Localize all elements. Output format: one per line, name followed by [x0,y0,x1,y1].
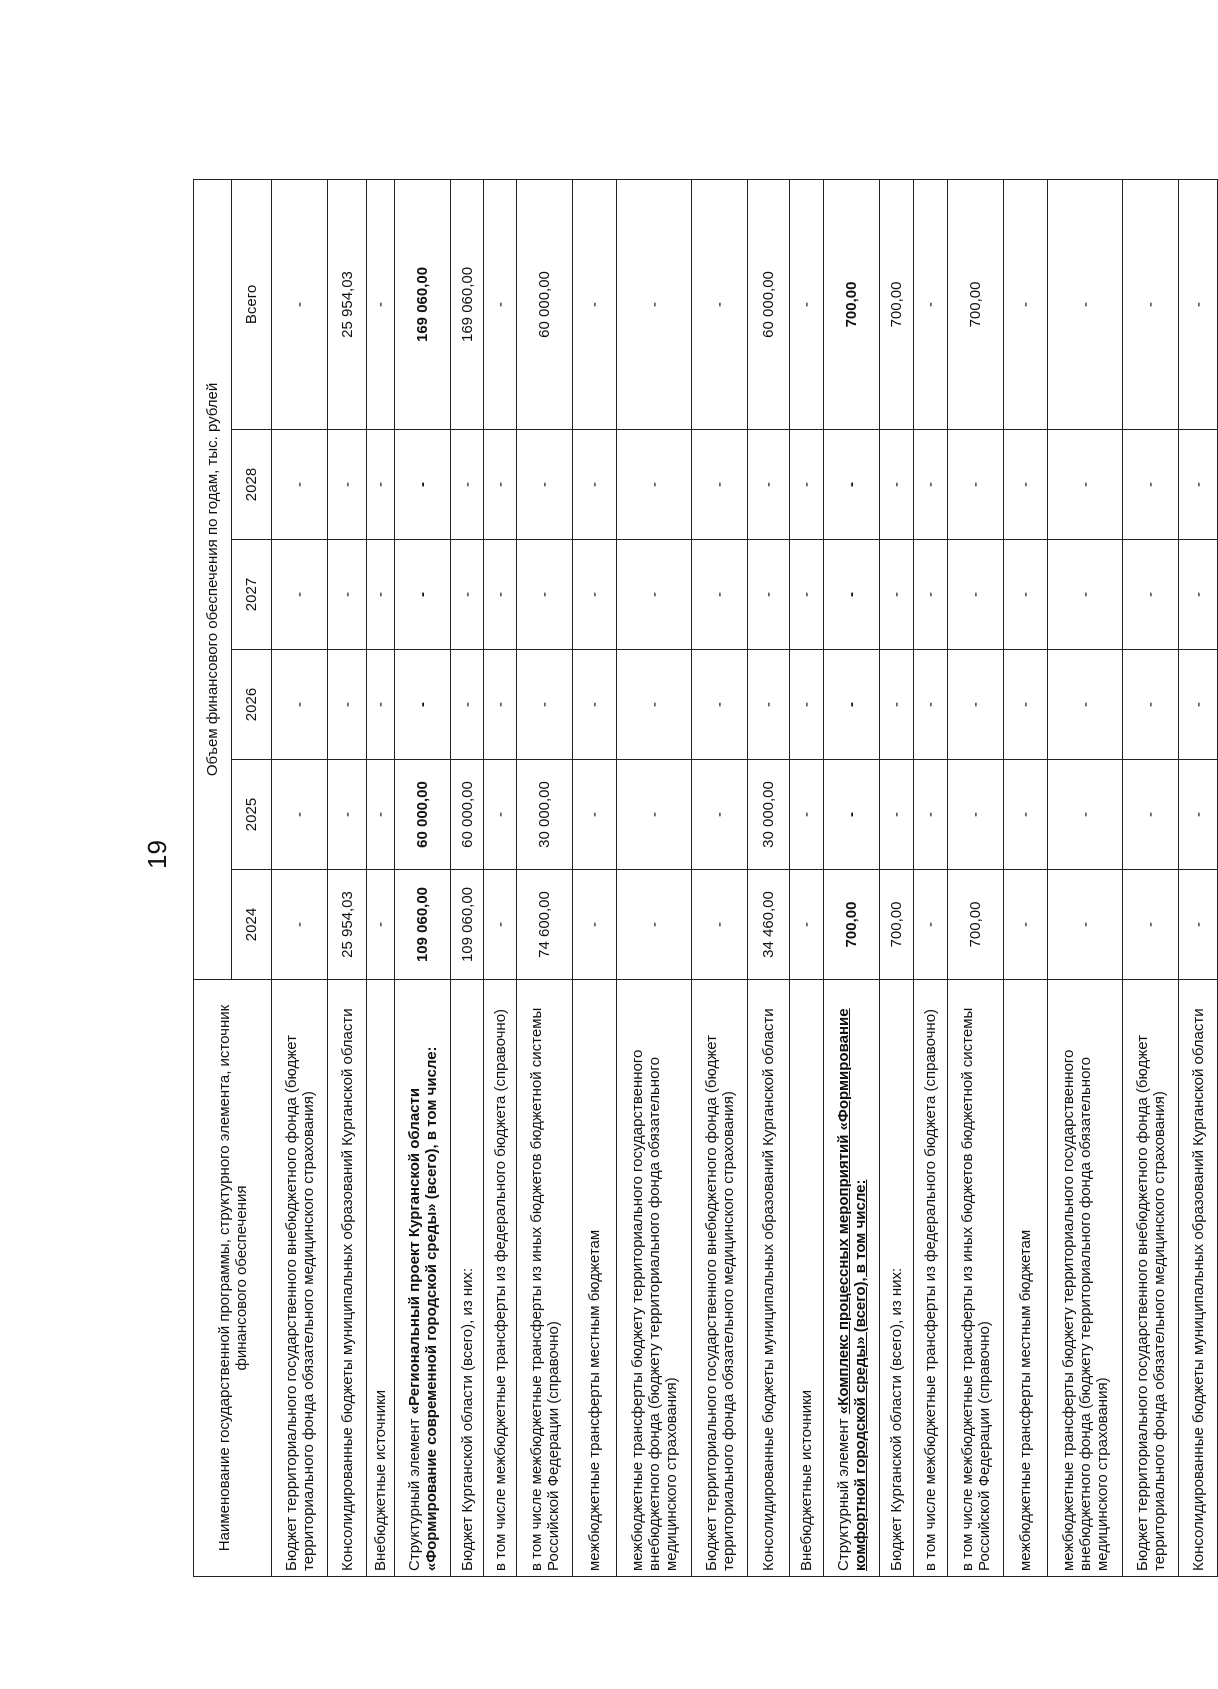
value-cell-2026: - [328,650,367,760]
value-cell-2027: - [328,540,367,650]
value-cell-2026: - [880,650,914,760]
row-label [617,980,692,1577]
row-label [914,980,948,1577]
value-cell-2025: 30 000,00 [517,760,573,870]
table-row [1004,179,1048,1576]
value-cell-2027: - [1123,540,1179,650]
value-cell-2026: - [617,650,692,760]
value-cell-total: - [790,179,824,429]
value-cell-2028: - [451,430,484,540]
row-label [1179,980,1218,1577]
value-cell-2025: 60 000,00 [395,760,451,870]
value-cell-2024: 109 060,00 [395,870,451,980]
value-cell-total: 700,00 [824,179,880,429]
value-cell-2027: - [692,540,748,650]
value-cell-total: - [692,179,748,429]
row-label-text: Бюджет территориального государственного внебюджетного фонда (бюджет территориального фонда обязательного медицинского страхования) [282,1035,317,1571]
value-cell-2025: - [1179,760,1218,870]
value-cell-2028: - [328,430,367,540]
value-cell-2025: - [484,760,517,870]
value-cell-total: - [617,179,692,429]
row-label [824,980,880,1577]
row-label-text: в том числе межбюджетные трансферты из иных бюджетов бюджетной системы Российской Федерации (справочно) [527,1007,562,1571]
value-cell-2026: - [1004,650,1048,760]
table-row [1048,179,1123,1576]
value-cell-total: 60 000,00 [517,179,573,429]
value-cell-2024: - [1048,870,1123,980]
value-cell-2028: - [1179,430,1218,540]
row-label-text: Внебюджетные источники [372,1389,389,1571]
table-row [517,179,573,1576]
value-cell-2028: - [748,430,790,540]
value-cell-total: 60 000,00 [748,179,790,429]
value-cell-2025: - [1048,760,1123,870]
value-cell-2028: - [824,430,880,540]
row-label [1048,980,1123,1577]
row-label-text: Бюджет территориального государственного внебюджетного фонда (бюджет территориального фонда обязательного медицинского страхования) [1133,1035,1168,1571]
row-label-text: Консолидированные бюджеты муниципальных образований Курганской области [338,1008,356,1571]
value-cell-2027: - [1048,540,1123,650]
table-row [451,179,484,1576]
value-cell-2028: - [367,430,395,540]
table-row [748,179,790,1576]
value-cell-total: 25 954,03 [328,179,367,429]
row-label [748,980,790,1577]
value-cell-2026: - [395,650,451,760]
value-cell-2028: - [272,430,328,540]
value-cell-2025: - [692,760,748,870]
value-cell-2025: - [367,760,395,870]
value-cell-2027: - [573,540,617,650]
value-cell-total: - [272,179,328,429]
table-row [367,179,395,1576]
value-cell-total: - [367,179,395,429]
row-label [880,980,914,1577]
value-cell-2026: - [692,650,748,760]
value-cell-2027: - [395,540,451,650]
total-header: Всего [232,179,272,429]
table-row [948,179,1004,1576]
value-cell-2027: - [914,540,948,650]
value-cell-2026: - [1179,650,1218,760]
value-cell-2026: - [367,650,395,760]
table-row [617,179,692,1576]
table-row [692,179,748,1576]
table-row [573,179,617,1576]
value-cell-total: 700,00 [880,179,914,429]
row-label [451,980,484,1577]
row-label [948,980,1004,1577]
value-cell-2025: - [573,760,617,870]
value-cell-2027: - [880,540,914,650]
value-cell-2024: 109 060,00 [451,870,484,980]
value-cell-2028: - [790,430,824,540]
row-label-text: «Региональный проект Курганской области «Формирование современной городской среды» (всего), в том числе: [405,1046,440,1571]
value-cell-2027: - [748,540,790,650]
row-label [328,980,367,1577]
table-header [194,179,272,1576]
value-cell-2026: - [1123,650,1179,760]
value-cell-2027: - [272,540,328,650]
value-cell-2028: - [948,430,1004,540]
value-cell-2028: - [914,430,948,540]
value-cell-2027: - [517,540,573,650]
row-label-text: в том числе межбюджетные трансферты из федерального бюджета (справочно) [491,1008,509,1571]
value-cell-2026: - [484,650,517,760]
row-label-text: межбюджетные трансферты местным бюджетам [586,1229,603,1571]
value-cell-2028: - [573,430,617,540]
value-cell-2027: - [1004,540,1048,650]
value-cell-2025: - [1123,760,1179,870]
value-cell-2024: - [367,870,395,980]
row-label-text: межбюджетные трансферты бюджету территориального государственного внебюджетного фонда (бюджету территориального фонда обязательного медицинского страхования) [628,1049,680,1571]
row-label-text: «Комплекс процессных мероприятий «Формирование комфортной городской среды» (всего), в том числе: [834,1008,869,1571]
name-column-header: Наименование государственной программы, структурного элемента, источник финансового обеспечения [194,980,272,1577]
row-label [692,980,748,1577]
value-cell-2026: - [790,650,824,760]
value-cell-total: - [484,179,517,429]
row-label-text: межбюджетные трансферты бюджету территориального государственного внебюджетного фонда (бюджету территориального фонда обязательного медицинского страхования) [1059,1049,1111,1571]
row-label [1004,980,1048,1577]
row-label-text: Структурный элемент [834,1414,852,1571]
value-cell-2027: - [451,540,484,650]
table-row [484,179,517,1576]
value-cell-2028: - [517,430,573,540]
row-label [395,980,451,1577]
row-label-text: в том числе межбюджетные трансферты из федерального бюджета (справочно) [922,1008,939,1571]
value-cell-2024: - [790,870,824,980]
table-row [914,179,948,1576]
value-cell-2025: - [824,760,880,870]
value-cell-2027: - [1179,540,1218,650]
value-cell-2027: - [824,540,880,650]
row-label-text: Бюджет Курганской области (всего), из них: [458,1267,476,1571]
value-cell-total: - [573,179,617,429]
value-cell-2025: - [790,760,824,870]
value-cell-2025: - [948,760,1004,870]
row-label-text: Консолидированные бюджеты муниципальных образований Курганской области [760,1008,777,1571]
value-cell-2024: 34 460,00 [748,870,790,980]
value-cell-2025: - [328,760,367,870]
row-label-text: Бюджет Курганской области (всего), из них: [888,1267,905,1571]
year-header-2025: 2025 [232,760,272,870]
value-cell-2026: - [272,650,328,760]
value-cell-2025: 60 000,00 [451,760,484,870]
value-cell-2028: - [484,430,517,540]
value-cell-2027: - [617,540,692,650]
value-cell-2028: - [1048,430,1123,540]
table-row [1179,179,1218,1576]
row-label-text: Структурный элемент [405,1414,423,1571]
value-cell-2024: - [573,870,617,980]
value-cell-2026: - [451,650,484,760]
value-cell-2027: - [790,540,824,650]
value-cell-2024: 700,00 [880,870,914,980]
financing-table [193,179,1218,1577]
value-cell-total: - [914,179,948,429]
row-label-text: межбюджетные трансферты местным бюджетам [1017,1229,1034,1571]
value-cell-2026: - [748,650,790,760]
value-cell-2024: - [272,870,328,980]
value-cell-2026: - [948,650,1004,760]
year-header-2028: 2028 [232,430,272,540]
value-cell-2025: - [1004,760,1048,870]
row-label-text: Бюджет территориального государственного внебюджетного фонда (бюджет территориального фонда обязательного медицинского страхования) [702,1035,737,1571]
table-row [790,179,824,1576]
row-label-text: в том числе межбюджетные трансферты из иных бюджетов бюджетной системы Российской Федерации (справочно) [958,1007,993,1571]
table-row [395,179,451,1576]
value-cell-2026: - [824,650,880,760]
row-label [367,980,395,1577]
value-cell-2024: 25 954,03 [328,870,367,980]
value-cell-2028: - [692,430,748,540]
value-cell-2024: 700,00 [948,870,1004,980]
row-label [1123,980,1179,1577]
value-cell-total: - [1123,179,1179,429]
value-cell-2027: - [367,540,395,650]
year-header-2024: 2024 [232,870,272,980]
value-cell-total: - [1048,179,1123,429]
value-cell-2025: 30 000,00 [748,760,790,870]
page-number: 19 [142,840,172,869]
volume-group-header: Объем финансового обеспечения по годам, тыс. рублей [194,179,232,979]
value-cell-2025: - [272,760,328,870]
value-cell-2024: 74 600,00 [517,870,573,980]
value-cell-2024: 700,00 [824,870,880,980]
table-row [880,179,914,1576]
row-label [517,980,573,1577]
value-cell-2024: - [1123,870,1179,980]
value-cell-2028: - [1123,430,1179,540]
row-label [790,980,824,1577]
row-label [573,980,617,1577]
value-cell-2027: - [948,540,1004,650]
value-cell-2028: - [1004,430,1048,540]
value-cell-2025: - [880,760,914,870]
table-row [272,179,328,1576]
value-cell-2028: - [395,430,451,540]
value-cell-2024: - [484,870,517,980]
value-cell-2026: - [573,650,617,760]
row-label [484,980,517,1577]
value-cell-2026: - [517,650,573,760]
row-label-text: Консолидированные бюджеты муниципальных образований Курганской области [1189,1008,1207,1571]
table-body [272,179,1218,1576]
row-label [272,980,328,1577]
value-cell-2025: - [617,760,692,870]
value-cell-total: - [1004,179,1048,429]
value-cell-total: 169 060,00 [451,179,484,429]
value-cell-2024: - [617,870,692,980]
value-cell-2025: - [914,760,948,870]
value-cell-2028: - [880,430,914,540]
year-header-2026: 2026 [232,650,272,760]
value-cell-2024: - [692,870,748,980]
value-cell-total: 169 060,00 [395,179,451,429]
value-cell-2026: - [1048,650,1123,760]
value-cell-2024: - [914,870,948,980]
table-row [1123,179,1179,1576]
year-header-2027: 2027 [232,540,272,650]
value-cell-2024: - [1179,870,1218,980]
value-cell-total: 700,00 [948,179,1004,429]
row-label-text: Внебюджетные источники [798,1389,815,1571]
value-cell-2027: - [484,540,517,650]
value-cell-2026: - [914,650,948,760]
value-cell-2028: - [617,430,692,540]
value-cell-2024: - [1004,870,1048,980]
table-row [328,179,367,1576]
table-row [824,179,880,1576]
value-cell-total: - [1179,179,1218,429]
